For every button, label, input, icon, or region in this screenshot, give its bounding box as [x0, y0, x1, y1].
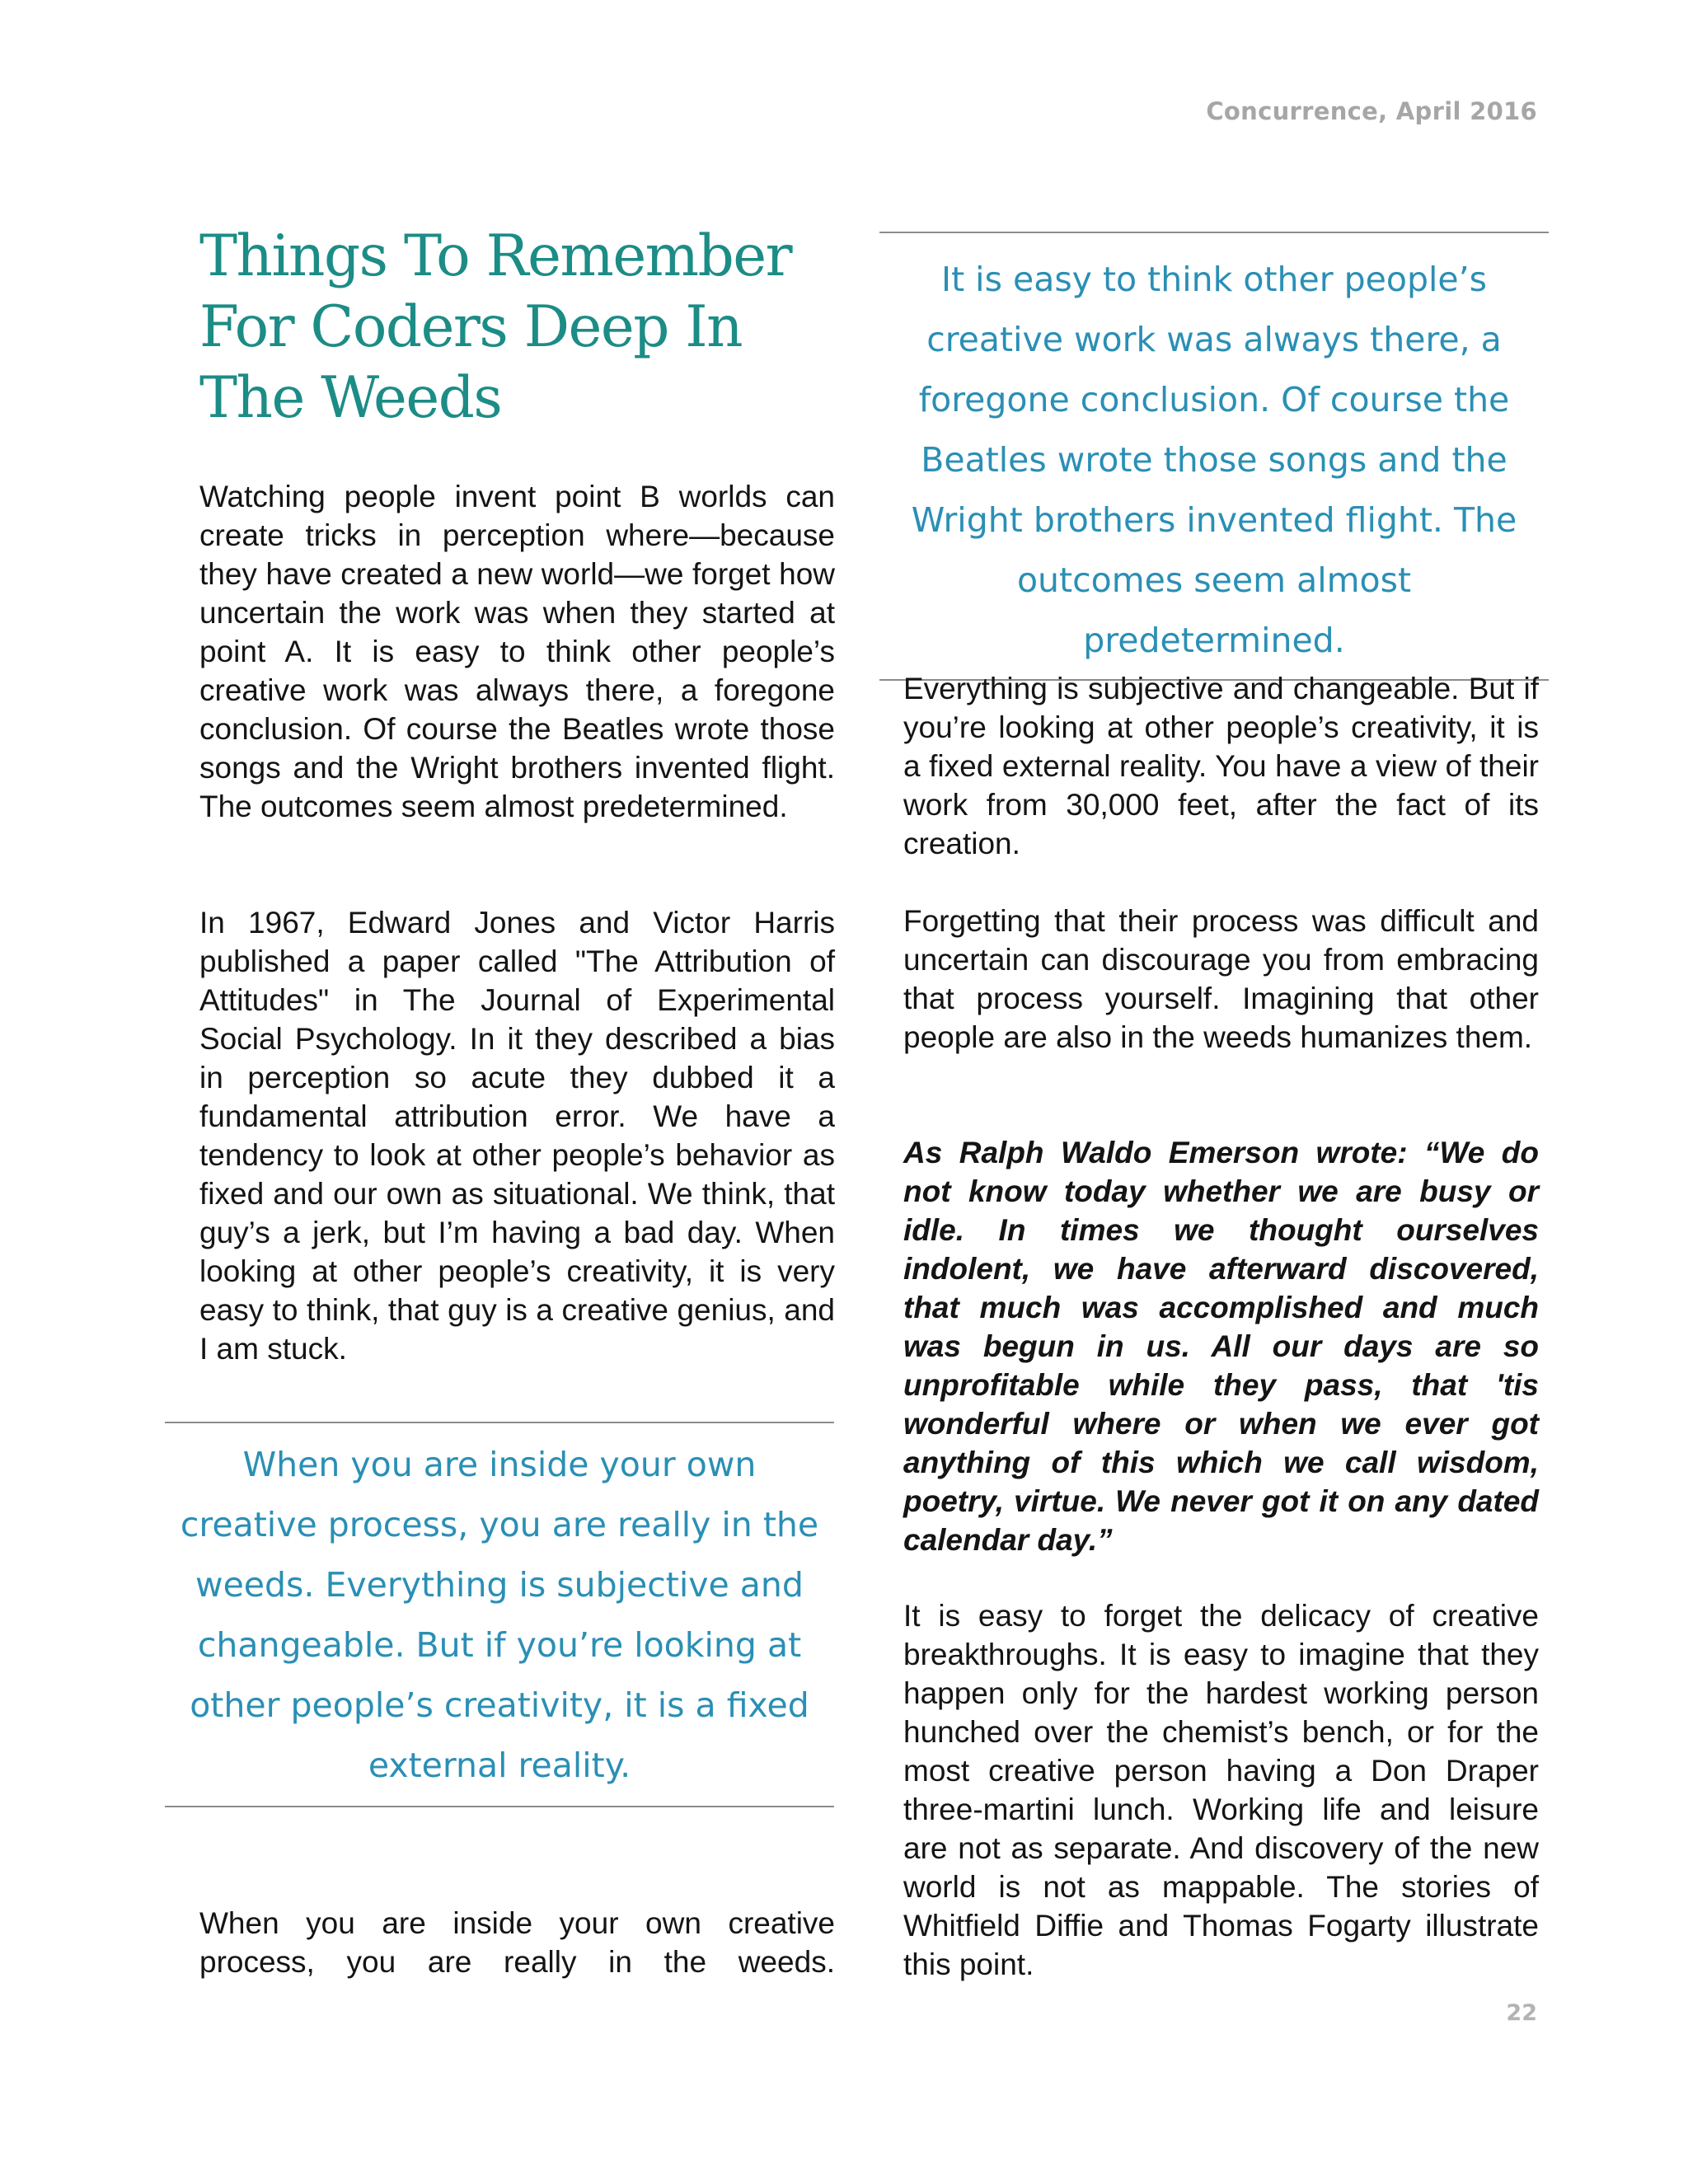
pull-quote-right: It is easy to think other people’s creative work was always there, a foregone conclusion. Of course the Beatles wrote those songs and the Wright brothers invented flight. The outcomes seem almost predetermined.: [879, 232, 1549, 681]
running-header: Concurrence, April 2016: [1206, 97, 1537, 125]
paragraph-subjective: Everything is subjective and changeable. But if you’re looking at other people’s creativity, it is a fixed external reality. You have a view of their work from 30,000 feet, after the fact of its creation.: [903, 672, 1539, 860]
paragraph-bottom-left: When you are inside your own creative process, you are really in the weeds.: [199, 1906, 835, 1979]
paragraph-delicacy: It is easy to forget the delicacy of creative breakthroughs. It is easy to imagine that they happen only for the hardest working person hunched over the chemist’s bench, or for the most creative person having a Don Draper three-martini lunch. Working life and leisure are not as separate. And discovery of the new world is not as mappable. The stories of Whitfield Diffie and Thomas Fogarty illustrate this point.: [903, 1599, 1539, 1981]
paragraph-attribution-study: In 1967, Edward Jones and Victor Harris published a paper called "The Attribution of Attitudes" in The Journal of Experimental Social Psychology. In it they described a bias in perception so acute they dubbed it a fundamental attribution error. We have a tendency to look at other people’s behavior as fixed and our own as situational. We think, that guy’s a jerk, but I’m having a bad day. When looking at other people’s creativity, it is very easy to think, that guy is a creative genius, and I am stuck.: [199, 906, 835, 1366]
paragraph-intro: Watching people invent point B worlds can create tricks in perception where—because they have created a new world—we forget how uncertain the work was when they started at point A. It is easy to think other people’s creative work was always there, a foregone conclusion. Of course the Beatles wrote those songs and the Wright brothers invented flight. The outcomes seem almost predetermined.: [199, 480, 835, 823]
pull-quote-left: When you are inside your own creative process, you are really in the weeds. Everything is subjective and changeable. But if you’re looking at other people’s creativity, it is a fixed external reality.: [165, 1422, 834, 1807]
paragraph-forgetting: Forgetting that their process was difficult and uncertain can discourage you from embracing that process yourself. Imagining that other people are also in the weeds humanizes them.: [903, 904, 1539, 1054]
emerson-quote: As Ralph Waldo Emerson wrote: “We do not know today whether we are busy or idle. In times we thought ourselves indolent, we have afterward discovered, that much was accomplished and much was begun in us. All our days are so unprofitable while they pass, that 'tis wonderful where or when we ever got anything of this which we call wisdom, poetry, virtue. We never got it on any dated calendar day.”: [903, 1136, 1539, 1557]
left-column: [199, 221, 835, 434]
page-number: 22: [1506, 2000, 1537, 2026]
article-title: Things To Remember For Coders Deep In The Weeds: [199, 223, 792, 431]
